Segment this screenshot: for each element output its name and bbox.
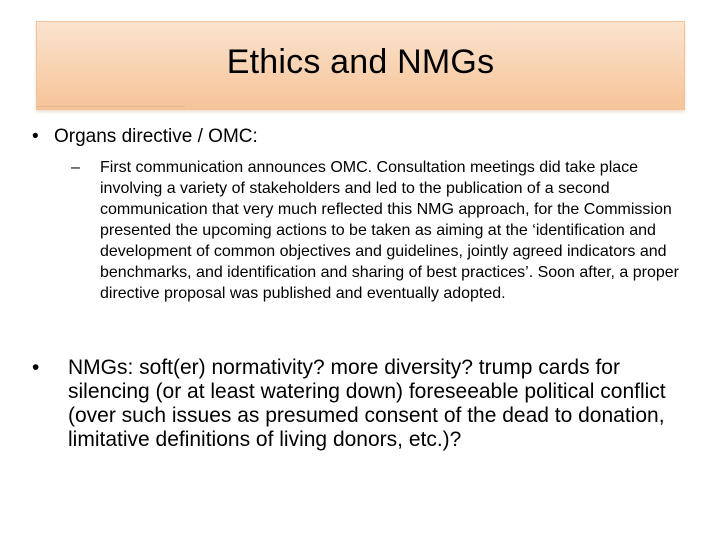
title-box xyxy=(36,21,685,110)
sub-bullet-first-communication xyxy=(71,157,685,304)
sub-bullet-text: First communication announces OMC. Consultation meetings did take place involving a variety of stakeholders and led to the publication of a second communication that very much reflected this NMG approach, for the Commission presented the upcoming actions to be taken as aiming at the ‘identification and development of common objectives and guidelines, jointly agreed indicators and benchmarks, and identification and sharing of best practices’. Soon after, a proper directive proposal was published and eventually adopted. xyxy=(100,159,680,302)
bullet-text: NMGs: soft(er) normativity? more diversity? trump cards for silencing (or at least watering down) foreseeable political conflict (over such issues as presumed consent of the dead to donation, limitative definitions of living donors, etc.)? xyxy=(68,356,666,451)
bullet-marker: • xyxy=(32,356,40,379)
bullet-organs-directive xyxy=(32,125,258,149)
bullet-nmgs xyxy=(32,356,682,452)
bullet-text: Organs directive / OMC: xyxy=(54,126,258,147)
dash-marker: – xyxy=(71,159,80,176)
slide-title: Ethics and NMGs xyxy=(226,43,495,81)
bullet-marker: • xyxy=(32,126,39,147)
